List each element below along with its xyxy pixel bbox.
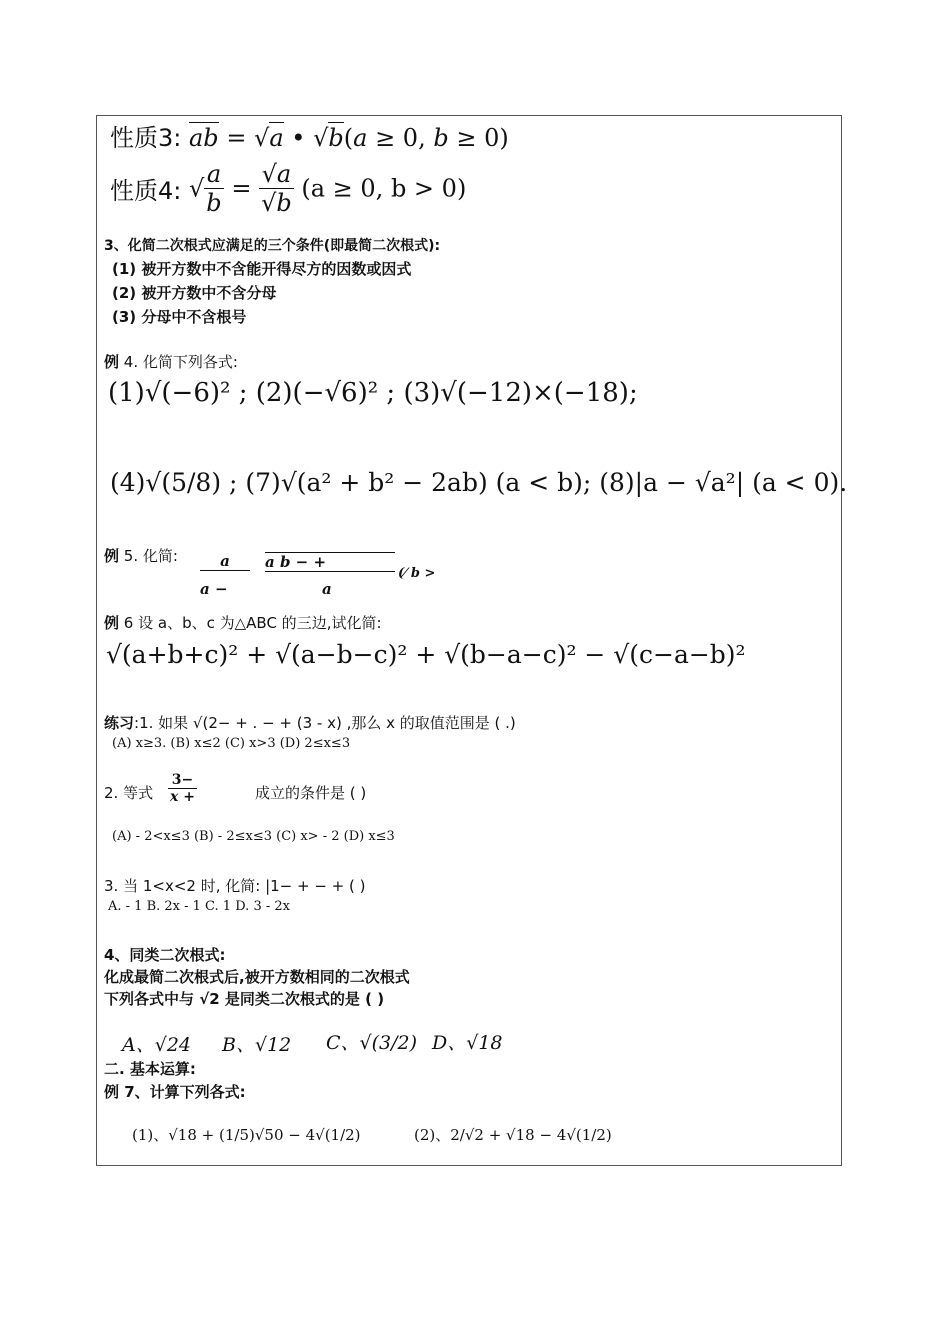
practice-q2-frac [168,772,197,805]
practice-q1-text: :1. 如果 √(2− + . − + (3 - x) ,那么 x 的取值范围是 ( .) [134,714,516,732]
example-5-heading [104,545,178,566]
option-a: A、√24 [122,1034,192,1056]
section-4-question: 下列各式中与 √2 是同类二次根式的是 ( ) [104,990,385,1008]
condition-1: (1) 被开方数中不含能开得尽方的因数或因式 [112,260,412,278]
example-5-label: 例 [104,547,120,565]
practice-q1-options: (A) x≥3. (B) x≤2 (C) x>3 (D) 2≤x≤3 [112,736,351,751]
property-3 [110,118,509,153]
example-6-text: 设 a、b、c 为△ABC 的三边,试化简: [138,614,382,632]
condition-2: (2) 被开方数中不含分母 [112,284,277,302]
example-6-formula: √(a+b+c)² + √(a−b−c)² + √(b−a−c)² − √(c−a−b)² [106,640,746,669]
property-4-condition: (a ≥ 0, b > 0) [301,174,467,203]
formula-ab: ab [189,124,219,152]
option-c: C、√(3/2) [326,1032,418,1054]
example-5-radicand-top: a b − + [265,552,395,572]
practice-q2 [104,782,153,803]
fraction-a-b: $\frac{a}{b}$ [206,160,222,217]
q2-frac-top: 3− [168,772,197,789]
example-4-text: 化简下列各式: [142,353,238,371]
example-7-heading: 例 7、计算下列各式: [104,1083,246,1101]
practice-q1 [104,712,516,733]
property-3-label: 性质3: [110,124,182,152]
practice-q2-options: (A) - 2<x≤3 (B) - 2≤x≤3 (C) x> - 2 (D) x≤3 [112,829,395,844]
example-5-tail: (⁄ b > [398,566,436,581]
practice-q2-prefix: 2. 等式 [104,784,154,802]
example-4-row-2: (4)√(5/8) ; (7)√(a² + b² − 2ab) (a < b); (8)|a − √a²| (a < 0). [110,468,848,497]
property-4: 性质4: √ $\frac{a}{b}$ = $\frac{√a}{√b}$ (a ≥ 0, b > 0) [110,160,467,217]
example-5-numerator: a [200,552,250,571]
practice-q3: 3. 当 1<x<2 时, 化简: |1− + − + ( ) [104,877,366,895]
example-6-number: 6 [123,614,134,632]
example-5-radicand-bottom: a [322,580,332,598]
condition-3: (3) 分母中不含根号 [112,308,247,326]
example-7-item-1: (1)、√18 + (1/5)√50 − 4√(1/2) [132,1126,361,1144]
practice-label: 练习 [104,714,135,732]
example-6-heading [104,612,382,633]
example-4-row-1: (1)√(−6)² ; (2)(−√6)² ; (3)√(−12)×(−18); [108,378,638,408]
section-4-definition: 化成最简二次根式后,被开方数相同的二次根式 [104,968,410,986]
example-5-denominator: a − [200,580,228,598]
example-5-text: 化简: [142,547,178,565]
section-basic-heading: 二. 基本运算: [104,1060,196,1078]
option-b: B、√12 [222,1034,292,1056]
section-3-heading: 3、化简二次根式应满足的三个条件(即最简二次根式): [104,238,441,254]
practice-q3-options: A. - 1 B. 2x - 1 C. 1 D. 3 - 2x [108,899,290,914]
section-4-heading: 4、同类二次根式: [104,946,226,964]
example-6-label: 例 [104,614,120,632]
example-4-label: 例 [104,353,120,371]
example-4-heading [104,351,238,372]
practice-q2-mid: 成立的条件是 ( ) [255,784,367,802]
example-5-number: 5. [123,547,139,565]
example-7-item-2: (2)、2/√2 + √18 − 4√(1/2) [414,1126,612,1144]
q2-frac-bottom: x + [170,789,195,805]
fraction-sqrt-a-sqrt-b: $\frac{√a}{√b}$ [261,160,292,217]
option-d: D、√18 [432,1032,503,1054]
property-4-label: 性质4: [110,177,182,205]
formula-rest: = √a • √b(a ≥ 0, b ≥ 0) [226,124,509,152]
example-4-number: 4. [123,353,139,371]
